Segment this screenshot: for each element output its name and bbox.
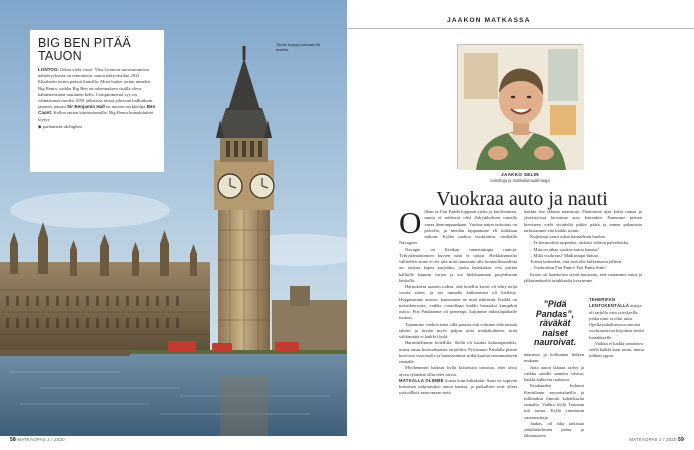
dialogue-line: – Mikä vuokraus? Matkustajat laittaa. — [530, 252, 599, 258]
right-page — [347, 0, 694, 450]
paragraph: Konto oli hauskoista syistä muistettu, että varaamme autoa ja jälkimmäiseltä asiakkaalta kysyimme. — [524, 271, 642, 283]
dropcap: O — [399, 205, 422, 240]
paragraph: Harmittelimme hotellilla. Siellä oli kaunis kalastajamökki, missä omaa kotiruokaansa tarjoiltiin. Pyysimme Pandalla pientä kierrosta vuoristolle ja huomasimme mikä kuuluu ensimmäiseen rannalle. — [399, 340, 517, 364]
dialogue-line: – Vuokrattiin Fiat Panto! Fiat Panta Siim! — [530, 265, 606, 271]
section-label: JAAKON MATKASSA — [447, 17, 531, 24]
info-box-body-2: Moni luulee tornin nimeksi Big Benin, vaikka Big Ben on rakennuksen sisällä oleva kahdeinertinen rautainen kello. Lempinimensä syy on valmistumisvuoden 1859 julkisissa töissä johtavan hallituksen jäsenen, paroni — [38, 79, 153, 110]
paragraph: Navagio on Kreikan tunnetuimpia rantoja. Tyrkyttämättömien kuvien näin ei uskoa. Hiekkarannalta vähitellen sinne ei ole tätä mitä tunnetuin alla luonnollisuudesta on: tarjoaa kapea purjealus, jonka lasinkirkas vesi piirtää kalliolle kauniin varjon ja tuo hiekkarannan purjealustan keskellä. — [399, 246, 517, 283]
footer-left — [10, 437, 65, 443]
info-box-title: BIG BEN PITÄÄ TAUON — [38, 36, 131, 63]
photo-caption: Tornin huippu kohoaa 96 metriin. — [276, 42, 320, 52]
subhead-lead: MATKALLA OLIMME — [399, 377, 444, 383]
author-name: JAAKKO SELIN — [501, 172, 539, 177]
page-number-left: 58 — [10, 437, 16, 443]
paragraph-text: lihan se Fiat Panda loppuun ajettu ja kuolevainen, mutta ei mielessä olisi Zakynthoksen tomalla varaa hienompaankaan. Vuokra-auton tarkoitus on palvella, ja meidän kippaamme eli kirkkaan tarkoin. Kylän ruohoa vuokrattiin, räväkällä Navagion. — [399, 209, 517, 246]
dialogue-line: – Mitä on aikaa vuokra-auton kanssa? — [530, 246, 600, 252]
article-headline: Vuokraa auto ja nauti — [436, 188, 608, 210]
footer-right — [629, 437, 684, 443]
paragraph: Toteaa kuitenkin, että sinä olet kulkemassa jälleen. — [530, 259, 623, 264]
info-box-lead: LONTOO. — [38, 67, 59, 72]
paragraph: Vaikka ei kaikki sanottava siellä kaikki asiat toimi, mutta tulihan oppia. — [589, 340, 644, 359]
paragraph: Jaahas, oli aika tarkistaa rahtilaskelmien paluu ja lähtemiseen. — [524, 420, 584, 439]
paragraph: Myöhemmin halusin kyllä kohteisiin tutustua, ettei tässä aivan tyhmänä ollut edes niissä. — [399, 365, 517, 377]
article-column-1 — [399, 205, 517, 433]
pull-quote: ”Pidä Pandas”, räväkät naiset nauroivat. — [533, 299, 577, 348]
subhead-lead: TEHERIFAN LENTOKENTÄLLÄ — [589, 297, 630, 309]
info-box-link[interactable]: ◆ parliament.uk/bigben — [38, 123, 82, 129]
paragraph: naarmua ja kolhuntaa hetken mukaan. — [524, 352, 584, 364]
info-box-bold-2: Ben Caunt — [38, 104, 156, 116]
paragraph: Kuukauden kulunut Kanttilanin myyntialueilla ja tullimaksu ilmoitti kahdeksalta rannalla. Vaikka kyllä Tarinaan tuli tarina. Kyllä ymmärrän vastaanottaja. — [524, 383, 584, 420]
magazine-name-left: MATKAOPAS 2 / 2020 — [17, 437, 65, 442]
article-column-4 — [524, 352, 584, 439]
paragraph: Tajuamme vuokra-autot sillä parasta että voimme elää omaan tahtiin ja löytää myös paljon niitä matkakohteita, mitä välttämättä ei kaikki löydä. — [399, 321, 517, 339]
article-column-2 — [524, 209, 642, 297]
info-box-body — [38, 67, 156, 123]
paragraph — [589, 297, 646, 341]
info-box-bold-1: Sir Benjamin Hall — [66, 104, 105, 110]
info-box-body-1: Odota vielä vuosi. Ybsi Lontoon suosituimmista nähtävyyksistä on remontissa, mutta näkyvästikin 2021 Elizabetin tornin päässä liiaisilla. — [38, 67, 149, 85]
info-box — [30, 30, 164, 172]
dialogue-line: – Te hermoilitte tarpeeksi, ratkaisi välitön palveluaika. — [530, 240, 630, 246]
paragraph — [399, 205, 517, 247]
paragraph: Harmikseni saatoin todeta, että hotellin kuvat oli tehty neljä vuotta sitten, ja nyt rannalla kulkeminen oli kielletty. Hyppäsimme autoon, katsoimme ne mitä nähtävää. Kaikki on turistikierrosta, vaikka vuorollaan kaikki hiemaksi kumpikin uskoo. Fiat Pandamme oli pienempi, kuljimme näköalapaikalle tuohon. — [399, 284, 517, 321]
paragraph-text: autoja oli tarjolla vain yrityksellä, jonka nimi ei ollut tuttu. Opella puhaltuvassa autossa vuokraustyöni kirjoittaa tiedot lomakkeelle. — [589, 303, 645, 340]
magazine-name-right: MATKAOPAS 2 / 2020 — [629, 437, 677, 442]
paragraph — [399, 378, 517, 397]
article-column-3 — [589, 297, 646, 431]
page-number-right: 59 — [678, 437, 684, 443]
info-box-body-4: . Kellon eniten kiinnostuneille: Big Benin kumahdukset löytyy — [38, 110, 154, 122]
paragraph: hankin itse ikkuna naarmuja. Päättimme ajaa kohti rantaa ja yhteistyössä luovuttaa auto kuitenkin. Panemme pienen kiertueen vielä sivutieltä pitkin päätä ja ennen palautusta tarkistamme että kaikki toimii. — [524, 209, 642, 233]
paragraph: Jotta auton ikkuna säilyy ja vaikka sinulle annettu vastuu, kaikki kulkevat rauhassa. — [524, 364, 584, 382]
info-box-body-3: tai nuoren nyrkkeilijä — [104, 104, 147, 110]
section-divider — [347, 28, 694, 29]
author-role: toimittaja ja matkailumaailmaaja — [490, 178, 550, 183]
paragraph: Kuljettaja vaatii aikaa kansallisen huolen. — [530, 234, 606, 239]
author-portrait — [457, 44, 583, 169]
paragraph-text: iloisia kuin kultakalat. Saari on sopivan kokoinen tutkittavaksi auton kanssa, ja paikalliset ovat olleet ystävällisiä neuvomaan tietä. — [399, 377, 517, 396]
